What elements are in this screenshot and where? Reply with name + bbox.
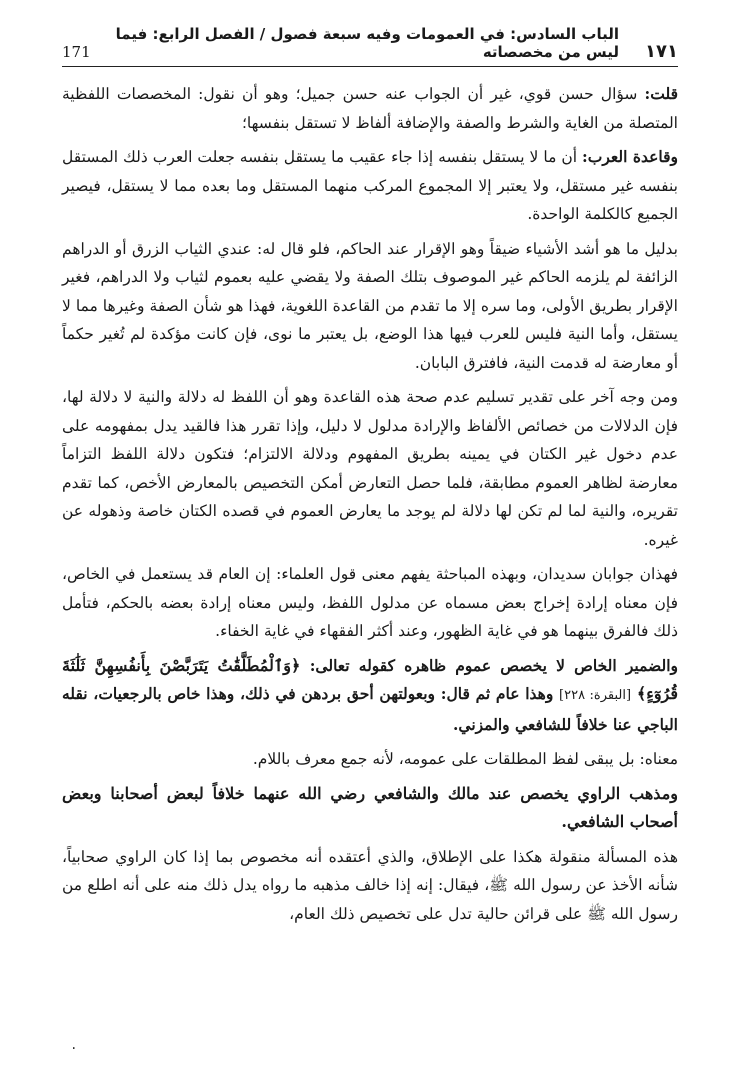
meaning-paragraph: معناه: بل يبقى لفظ المطلقات على عمومه، لأنه جمع معرف باللام.: [252, 750, 678, 768]
paragraph-text: سؤال حسن قوي، غير أن الجواب عنه حسن جميل؛ وهو أن نقول: المخصصات اللفظية المتصلة من الغاية والشرط والصفة والإضافة ألفاظ لا تستقل بنفسها؛: [62, 85, 678, 132]
quran-lead: والضمير الخاص لا يخصص عموم ظاهره كقوله تعالى:: [309, 655, 678, 675]
quran-citation: [البقرة: ٢٢٨]: [559, 688, 632, 703]
paragraph-5: [62, 560, 678, 646]
quran-verse: ﴿وَٱلْمُطَلَّقَٰتُ يَتَرَبَّصْنَ بِأَنفُسِهِنَّ ثَلَٰثَةَ قُرُوٓءٍ﴾: [62, 655, 679, 703]
page-number-latin: 171: [62, 43, 91, 61]
paragraph-text: بدليل ما هو أشد الأشياء ضيقاً وهو الإقرار عند الحاكم، فلو قال له: عندي الثياب الزرق أو الدراهم الزائفة لم يلزمه الحاكم غير الموصوف بتلك الصفة ولا يقضي عليه بعموم لثياب ولا الدراهم، فغير الإقرار بطريق الأولى، وما سره إلا ما تقدم من القاعدة اللغوية، فهذا هو شأن الصفة وغيرها مما لا يستقل، وأما النية فليس للعرب فيها هذا الوضع، بل يعتبر ما نوى، فإن كانت مؤكدة لم تُغير حكماً أو معارضة له قدمت النية، فافترق البابان.: [62, 239, 678, 372]
paragraph-3: [62, 235, 678, 378]
quran-paragraph: [62, 652, 678, 740]
paragraph-lead: وقاعدة العرب:: [582, 147, 678, 166]
paragraph-text: ومن وجه آخر على تقدير تسليم عدم صحة هذه القاعدة وهو أن اللفظ له دلالة والنية لا دلالة لها، فإن الدلالات من خصائص الألفاظ والإرادة مدلول لا دليل، وإذا تقرر هذا فالقيد يدل بمفهومه على عدم دخول غير الكتان في يمينه بطريق المفهوم ودلالة الالتزام؛ فتكون دلالة اللفظ التزاماً معارضة لظاهر العموم مطابقة، فلما حصل التعارض أمكن التخصيص بالمعارض الأخص، كما تقدم تقريره، والنية لما لم تكن لها دلالة لم يوجد ما يعارض العموم في قصده الكتان خاصة وذهوله عن غيره.: [62, 388, 678, 549]
paragraph-lead: قلت:: [644, 84, 678, 103]
quran-commentary: وهذا عام ثم قال: وبعولتهن أحق بردهن في ذلك، وهذا خاص بالرجعيات، نقله الباجي عنا خلافاً للشافعي والمزني.: [62, 684, 678, 734]
running-title: الباب السادس: في العمومات وفيه سبعة فصول / الفصل الرابع: فيما ليس من مخصصاته: [115, 25, 620, 61]
running-header: [62, 25, 678, 67]
paragraph-1: [62, 80, 678, 137]
paragraph-4: [62, 383, 678, 554]
footer-mark: ٠: [70, 1040, 78, 1056]
last-paragraph: هذه المسألة منقولة هكذا على الإطلاق، والذي أعتقده أنه مخصوص بما إذا كان الراوي صحابياً، شأنه الأخذ عن رسول الله ﷺ، فيقال: إنه إذا خالف مذهبه ما رواه يدل ذلك منه على أنه اطلع من رسول الله ﷺ على قرائن حالية تدل على تخصيص ذلك العام،: [62, 847, 678, 923]
paragraph-2: [62, 143, 678, 229]
page-body: [62, 80, 678, 934]
rule-paragraph: ومذهب الراوي يخصص عند مالك والشافعي رضي الله عنهما خلافاً لبعض أصحابنا وبعض أصحاب الشافعي.: [62, 783, 678, 831]
page-number-arabic: ١٧١: [645, 41, 678, 62]
paragraph-text: أن ما لا يستقل بنفسه إذا جاء عقيب ما يستقل بنفسه جعلت العرب ذلك المستقل بنفسه غير مستقل، ولا يعتبر إلا المجموع المركب منهما المستقل وما بعده مما لا يستقل، فيصير الجميع كالكلمة الواحدة.: [62, 148, 678, 223]
paragraph-text: فهذان جوابان سديدان، وبهذه المباحثة يفهم معنى قول العلماء: إن العام قد يستعمل في الخاص، فإن معناه إرادة إخراج بعض مسماه عن مدلول اللفظ، وليس معناه إرادة بعضه بالحكم، فتأمل ذلك فالفرق بينهما هو في غاية الظهور، وعند أكثر الفقهاء في غاية الخفاء.: [62, 565, 678, 640]
